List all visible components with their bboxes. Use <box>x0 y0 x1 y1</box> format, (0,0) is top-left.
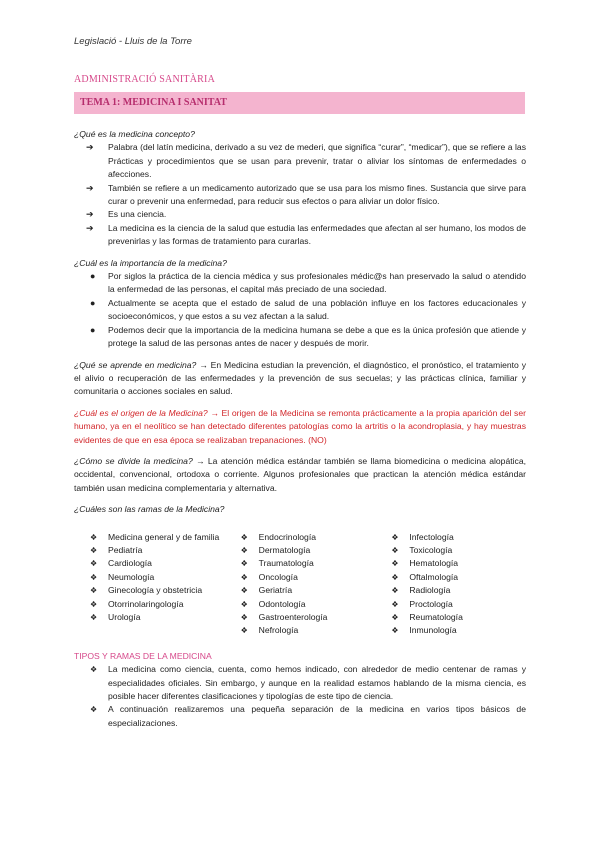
tema-title-box <box>74 92 525 114</box>
question-origen: ¿Cuál es el origen de la Medicina? → <box>74 407 219 418</box>
subtitle-tipos: TIPOS Y RAMAS DE LA MEDICINA <box>74 650 212 661</box>
list-item: ❖ Proctología <box>375 598 526 611</box>
list-item: ❖ Traumatología <box>225 557 376 570</box>
question-concepto: ¿Qué es la medicina concepto? <box>74 129 195 139</box>
diamond-bullet-icon: ❖ <box>90 545 98 555</box>
document-content <box>74 128 526 730</box>
list-item: ❖ Endocrinología <box>225 531 376 544</box>
ramas-column-1 <box>74 531 225 638</box>
diamond-bullet-icon: ❖ <box>391 545 399 555</box>
list-item: ➔ También se refiere a un medicamento autorizado que se usa para los mismo fines. Sustancia que sirve para curar o prevenir una enfermedad, para reducir sus efectos o para aliviar un dolor físico. <box>86 182 526 207</box>
list-item: ❖ Odontología <box>225 598 376 611</box>
list-item: ❖ Toxicología <box>375 544 526 557</box>
list-item: ❖ Oncología <box>225 571 376 584</box>
list-item: ❖ Oftalmología <box>375 571 526 584</box>
list-item: ❖ A continuación realizaremos una pequeña separación de la medicina en varios tipos básicos de especializaciones. <box>90 704 526 728</box>
list-item: ❖ Cardiología <box>74 557 225 570</box>
arrow-icon: ➔ <box>86 142 94 153</box>
importancia-list <box>74 270 526 350</box>
question-divide: ¿Cómo se divide la medicina? → <box>74 455 205 466</box>
diamond-bullet-icon: ❖ <box>391 559 399 569</box>
list-item: ❖ Pediatría <box>74 544 225 557</box>
diamond-bullet-icon: ❖ <box>391 599 399 609</box>
bullet-dot-icon: ● <box>90 297 96 308</box>
diamond-bullet-icon: ❖ <box>90 532 98 542</box>
list-item: ❖ Gastroenterología <box>225 611 376 624</box>
page-header: Legislació - Lluis de la Torre <box>74 36 192 47</box>
diamond-bullet-icon: ❖ <box>391 532 399 542</box>
section-title: ADMINISTRACIÓ SANITÀRIA <box>74 74 215 85</box>
bullet-dot-icon: ● <box>90 271 96 282</box>
question-ramas: ¿Cuáles son las ramas de la Medicina? <box>74 504 225 515</box>
list-item: ❖ Medicina general y de familia <box>74 531 225 544</box>
ramas-column-3 <box>375 531 526 638</box>
diamond-bullet-icon: ❖ <box>240 545 248 555</box>
diamond-bullet-icon: ❖ <box>90 586 98 596</box>
list-item: ❖ La medicina como ciencia, cuenta, como hemos indicado, con alrededor de medio centenar de ramas y especialidades oficiales. Sin embargo, y aunque en la realidad estamos hablando de la misma ciencia, es posible hacer diferentes clasificaciones y tipologías de este tipo de ciencia. <box>90 664 526 702</box>
diamond-bullet-icon: ❖ <box>240 599 248 609</box>
ramas-columns <box>74 531 526 638</box>
list-item: ❖ Urología <box>74 611 225 624</box>
list-item: ❖ Ginecología y obstetricia <box>74 584 225 597</box>
paragraph-origen: ¿Cuál es el origen de la Medicina? → El origen de la Medicina se remonta prácticamente a la propia aparición del ser humano, ya en el neolítico se han detectado diferentes patologías como la artritis o la acondroplasia, y hay muestras evidentes de que en esa época se realizaban trepanaciones. (NO) <box>74 407 526 445</box>
list-item: ➔ Es una ciencia. <box>74 208 526 221</box>
diamond-bullet-icon: ❖ <box>90 665 98 675</box>
diamond-bullet-icon: ❖ <box>391 626 399 636</box>
tipos-list <box>74 663 526 730</box>
arrow-icon: ➔ <box>86 222 94 233</box>
diamond-bullet-icon: ❖ <box>391 586 399 596</box>
diamond-bullet-icon: ❖ <box>240 626 248 636</box>
list-item: ❖ Otorrinolaringología <box>74 598 225 611</box>
list-item: ❖ Hematología <box>375 557 526 570</box>
bullet-dot-icon: ● <box>90 324 96 335</box>
list-item: ➔ La medicina es la ciencia de la salud que estudia las enfermedades que afectan al ser humano, los modos de prevenirlas y las formas de tratamiento para curarlas. <box>86 222 526 247</box>
list-item: ❖ Radiología <box>375 584 526 597</box>
paragraph-aprende: ¿Qué se aprende en medicina? → En Medicina estudian la prevención, el diagnóstico, el pronóstico, el tratamiento y el alivio o recuperación de las enfermedades y la prevención de sus secuelas; y las prácticas clínica, familiar y comunitaria o acciones sociales en salud. <box>74 359 527 397</box>
list-item: ● Podemos decir que la importancia de la medicina humana se debe a que es la única profesión que atiende y protege la salud de las personas antes de nacer y después de morir. <box>90 324 526 349</box>
diamond-bullet-icon: ❖ <box>90 599 98 609</box>
tema-title: TEMA 1: MEDICINA I SANITAT <box>80 97 227 108</box>
list-item: ❖ Dermatología <box>225 544 376 557</box>
diamond-bullet-icon: ❖ <box>240 613 248 622</box>
paragraph-divide: ¿Cómo se divide la medicina? → La atención médica estándar también se llama biomedicina o medicina alopática, occidental, convencional, ortodoxa o corriente. Algunos profesionales que practican la atención médica estándar también usan medicina complementaria y alternativa. <box>74 455 526 493</box>
arrow-icon: ➔ <box>86 182 94 193</box>
diamond-bullet-icon: ❖ <box>391 572 399 582</box>
list-item: ● Actualmente se acepta que el estado de salud de una población influye en los factores educacionales y socioeconómicos, y que estos a su vez afectan a la salud. <box>90 297 526 322</box>
diamond-bullet-icon: ❖ <box>90 559 98 569</box>
arrow-icon: ➔ <box>86 209 94 220</box>
diamond-bullet-icon: ❖ <box>90 705 98 715</box>
list-item: ❖ Inmunología <box>375 624 526 637</box>
diamond-bullet-icon: ❖ <box>90 572 98 582</box>
ramas-column-2 <box>225 531 376 638</box>
list-item: ❖ Geriatría <box>225 584 376 597</box>
question-importancia: ¿Cuál es la importancia de la medicina? <box>74 257 227 268</box>
diamond-bullet-icon: ❖ <box>240 559 248 569</box>
list-item: ❖ Reumatología <box>375 611 526 624</box>
diamond-bullet-icon: ❖ <box>240 572 248 582</box>
diamond-bullet-icon: ❖ <box>240 586 248 596</box>
diamond-bullet-icon: ❖ <box>240 532 248 542</box>
list-item: ❖ Nefrología <box>225 624 376 637</box>
concepto-list <box>74 141 526 248</box>
diamond-bullet-icon: ❖ <box>90 613 98 622</box>
list-item: ❖ Infectología <box>375 531 526 544</box>
diamond-bullet-icon: ❖ <box>391 613 399 622</box>
list-item: ● Por siglos la práctica de la ciencia médica y sus profesionales médic@s han preservado la salud o atendido la enfermedad de las personas, el capital más preciado de una sociedad. <box>90 271 526 295</box>
list-item: ❖ Neumología <box>74 571 225 584</box>
list-item: ➔ Palabra (del latín medicina, derivado a su vez de mederi, que significa “curar”, “medicar”), que se refiere a las Prácticas y procedimientos que se usan para prevenir, tratar o aliviar los síntomas de enfermedades o afecciones. <box>86 142 526 180</box>
question-aprende: ¿Qué se aprende en medicina? → <box>74 359 208 370</box>
